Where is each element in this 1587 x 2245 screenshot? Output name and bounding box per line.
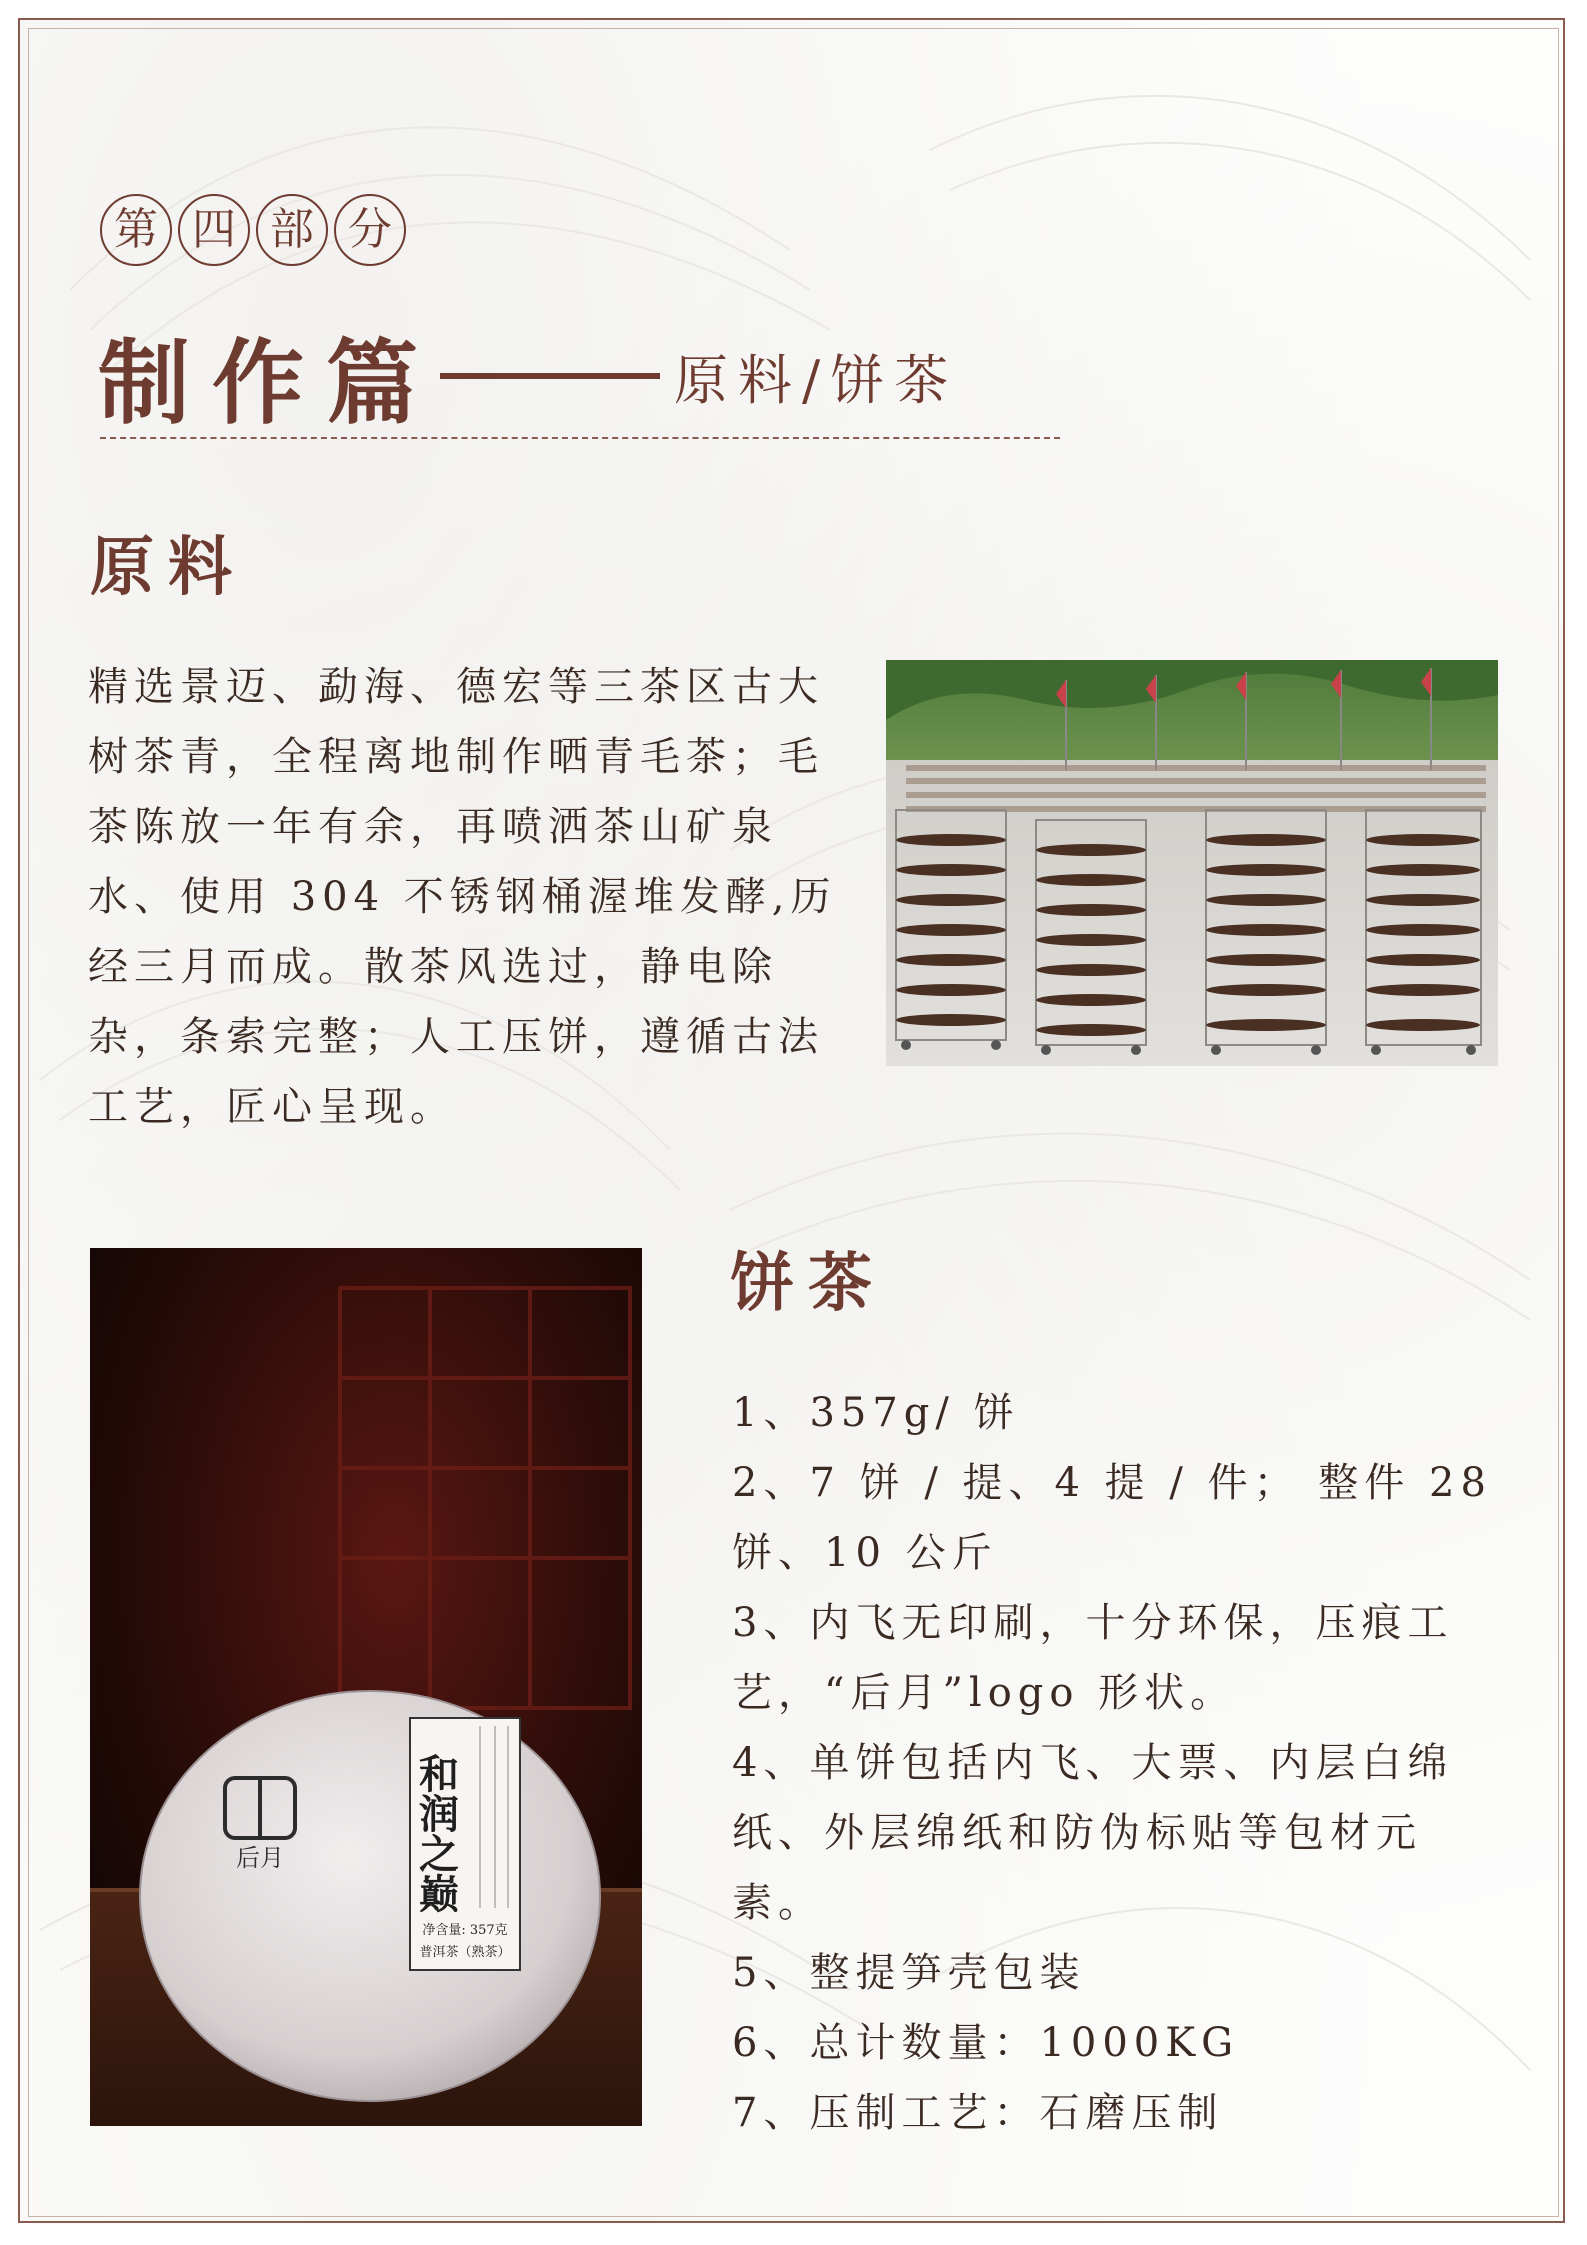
tea-cake-product-photo <box>90 1248 642 2126</box>
list-item: 1、357g/ 饼 <box>732 1390 1020 1436</box>
section-number-badges <box>100 194 406 266</box>
list-item: 7、压制工艺：石磨压制 <box>732 2090 1224 2136</box>
product-name-vertical: 和润之巅 <box>412 1753 460 1913</box>
tea-drying-racks-photo <box>886 660 1498 1066</box>
title-main: 制作篇 <box>98 329 441 437</box>
list-item: 6、总计数量：1000KG <box>732 2020 1240 2066</box>
badge-char: 部 <box>256 194 328 266</box>
cake-tea-heading: 饼茶 <box>730 1246 886 1321</box>
brand-logo-text: 后月 <box>236 1844 284 1872</box>
list-item: 2、7 饼 / 提、4 提 / 件； 整件 28 饼、10 公斤 <box>732 1460 1492 1576</box>
page-title <box>98 310 958 442</box>
raw-material-heading: 原料 <box>90 530 246 605</box>
title-subtitle: 原料/饼茶 <box>674 348 959 412</box>
badge-char: 分 <box>334 194 406 266</box>
list-item: 5、整提笋壳包装 <box>732 1950 1086 1996</box>
title-dash-divider <box>440 373 660 379</box>
raw-material-paragraph: 精选景迈、勐海、德宏等三茶区古大树茶青，全程离地制作晒青毛茶；毛茶陈放一年有余，再喷洒茶山矿泉水、使用 304 不锈钢桶渥堆发酵,历经三月而成。散茶风选过，静电除杂，条索完整；人工压饼，遵循古法工艺，匠心呈现。 <box>88 664 837 1130</box>
net-weight-label: 净含量: 357克 <box>422 1923 508 1938</box>
badge-char: 四 <box>178 194 250 266</box>
tea-category-label: 普洱茶（熟茶） <box>419 1945 511 1960</box>
list-item: 4、单饼包括内飞、大票、内层白绵纸、外层绵纸和防伪标贴等包材元素。 <box>732 1740 1454 1926</box>
badge-char: 第 <box>100 194 172 266</box>
dashed-divider <box>100 437 1060 439</box>
cake-tea-spec-list <box>732 1378 1512 2148</box>
list-item: 3、内飞无印刷，十分环保，压痕工艺，“后月”logo 形状。 <box>732 1600 1454 1716</box>
